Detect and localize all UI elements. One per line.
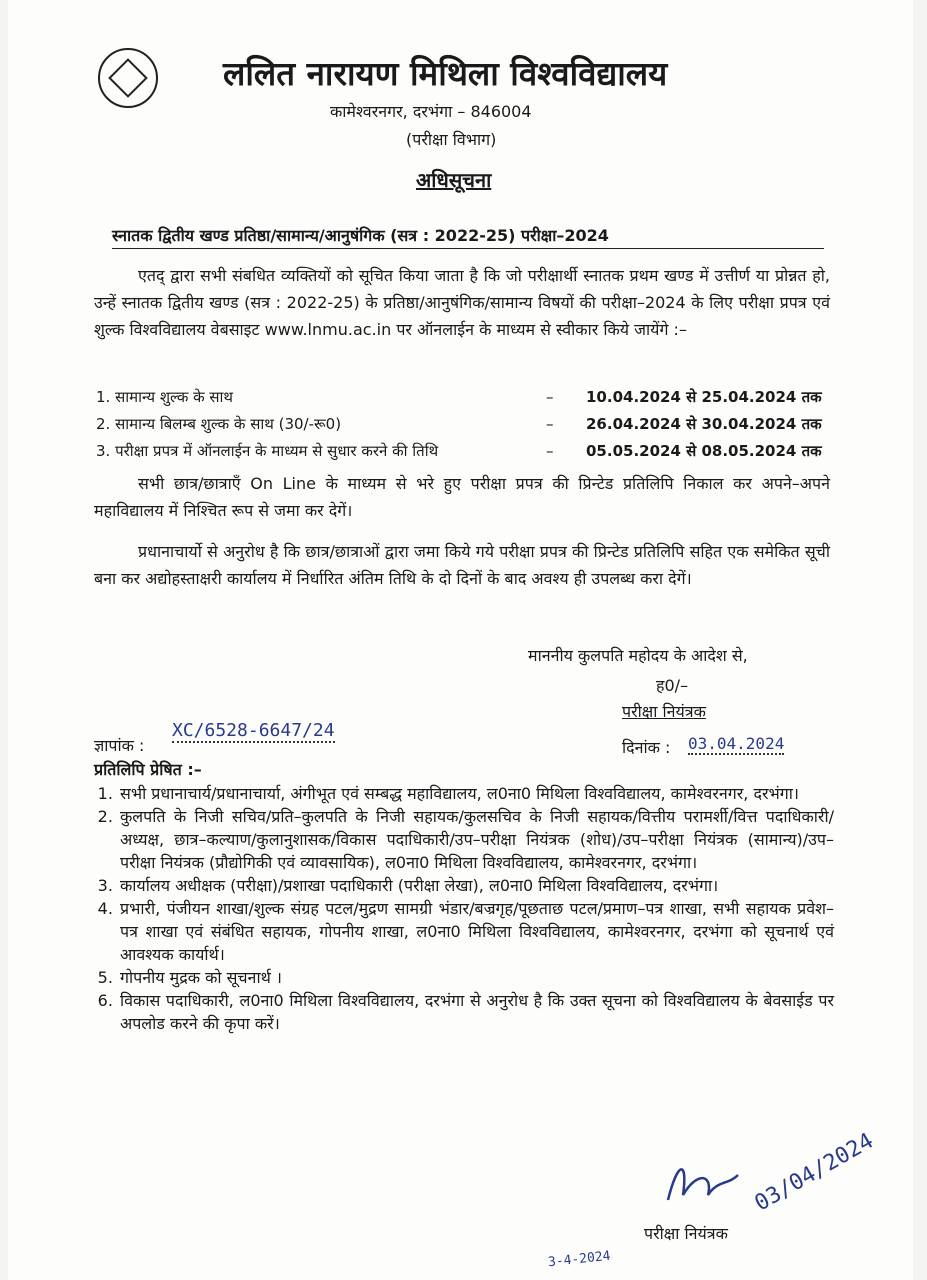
signature-date: 03/04/2024 [750, 1128, 878, 1217]
memo-label: ज्ञापांक : [94, 736, 145, 755]
schedule-row: 3. परीक्षा प्रपत्र में ऑनलाईन के माध्यम से सुधार करने की तिथि – 05.05.2024 से 08.05.2024 तक [96, 442, 822, 460]
cc-item: 6. विकास पदाधिकारी, ल0ना0 मिथिला विश्वविद्यालय, दरभंगा से अनुरोध है कि उक्त सूचना को विश्वविद्यालय के बेवसाईड पर अपलोड करने की कृपा करें। [118, 989, 834, 1035]
notification-page [8, 0, 913, 1280]
schedule-list [96, 384, 826, 465]
footer-controller: परीक्षा नियंत्रक [644, 1224, 728, 1243]
cc-item: 2. कुलपति के निजी सचिव/प्रति–कुलपति के निजी सहायक/कुलसचिव के निजी सहायक/वित्तीय परामर्शी/वित्त पदाधिकारी/अध्यक्ष, छात्र–कल्याण/कुलानुशासक/विकास पदाधिकारी/उप–परीक्षा नियंत्रक (शोध)/उप–परीक्षा नियंत्रक (सामान्य)/उप–परीक्षा नियंत्रक (प्रौद्योगिकी एवं व्यावसायिक), ल0ना0 मिथिला विश्वविद्यालय, कामेश्वरनगर, दरभंगा। [118, 805, 834, 874]
initials-date: 3-4-2024 [547, 1248, 612, 1271]
signature [658, 1150, 748, 1220]
date-label: दिनांक : [622, 738, 671, 757]
cc-list [94, 782, 834, 1035]
paragraph-principals: प्रधानाचार्यो से अनुरोध है कि छात्र/छात्राओं द्वारा जमा किये गये परीक्षा प्रपत्र की प्रिन्टेड प्रतिलिपि सहित एक समेकित सूची बना कर अद्योहस्ताक्षरी कार्यालय में निर्धारित अंतिम तिथि के दो दिनों के बाद अवश्य ही उपलब्ध करा देगें। [94, 542, 830, 588]
cc-item: 1. सभी प्रधानाचार्य/प्रधानाचार्या, अंगीभूत एवं सम्बद्ध महाविद्यालय, ल0ना0 मिथिला विश्वविद्यालय, कामेश्वरनगर, दरभंगा। [118, 782, 834, 805]
controller-title: परीक्षा नियंत्रक [622, 702, 706, 721]
department: (परीक्षा विभाग) [406, 130, 497, 149]
cc-item: 4. प्रभारी, पंजीयन शाखा/शुल्क संग्रह पटल/मुद्रण सामग्री भंडार/बज्रगृह/पूछताछ पटल/प्रमाण–पत्र शाखा, सभी सहायक प्रवेश–पत्र शाखा एवं संबंधित सहायक, गोपनीय शाखा, ल0ना0 मिथिला विश्वविद्यालय, कामेश्वरनगर, दरभंगा को सूचनार्थ एवं आवश्यक कार्यार्थ। [118, 897, 834, 966]
university-address: कामेश्वरनगर, दरभंगा – 846004 [330, 102, 532, 121]
signed-mark: ह0/– [656, 676, 689, 695]
university-logo [98, 48, 158, 108]
university-name: ललित नारायण मिथिला विश्वविद्यालय [223, 54, 668, 93]
notice-title: अधिसूचना [416, 168, 492, 192]
schedule-row: 1. सामान्य शुल्क के साथ – 10.04.2024 से 25.04.2024 तक [96, 388, 822, 406]
order-line: माननीय कुलपति महोदय के आदेश से, [528, 646, 748, 665]
paragraph-submission: सभी छात्र/छात्राएँ On Line के माध्यम से भरे हुए परीक्षा प्रपत्र की प्रिन्टेड प्रतिलिपि निकाल कर अपने–अपने महाविद्यालय में निश्चित रूप से जमा कर देगें। [94, 474, 830, 520]
memo-number: XC/6528-6647/24 [172, 720, 335, 741]
cc-item: 3. कार्यालय अधीक्षक (परीक्षा)/प्रशाखा पदाधिकारी (परीक्षा लेखा), ल0ना0 मिथिला विश्वविद्यालय, दरभंगा। [118, 874, 834, 897]
cc-label: प्रतिलिपि प्रेषित :– [94, 760, 202, 779]
date-value: 03.04.2024 [688, 734, 785, 753]
intro-paragraph: एतद् द्वारा सभी संबधित व्यक्तियों को सूचित किया जाता है कि जो परीक्षार्थी स्नातक प्रथम खण्ड में उत्तीर्ण या प्रोन्नत हो, उन्हें स्नातक द्वितीय खण्ड (सत्र : 2022-25) के प्रतिष्ठा/आनुषंगिक/सामान्य विषयों की परीक्षा–2024 के लिए परीक्षा प्रपत्र एवं शुल्क विश्वविद्यालय वेबसाइट www.lnmu.ac.in पर ऑनलाईन के माध्यम से स्वीकार किये जायेंगे :– [94, 266, 830, 339]
subject-line: स्नातक द्वितीय खण्ड प्रतिष्ठा/सामान्य/आनुषंगिक (सत्र : 2022-25) परीक्षा–2024 [112, 224, 824, 249]
cc-item: 5. गोपनीय मुद्रक को सूचनार्थ । [118, 966, 834, 989]
schedule-row: 2. सामान्य बिलम्ब शुल्क के साथ (30/-रू0) – 26.04.2024 से 30.04.2024 तक [96, 415, 822, 433]
